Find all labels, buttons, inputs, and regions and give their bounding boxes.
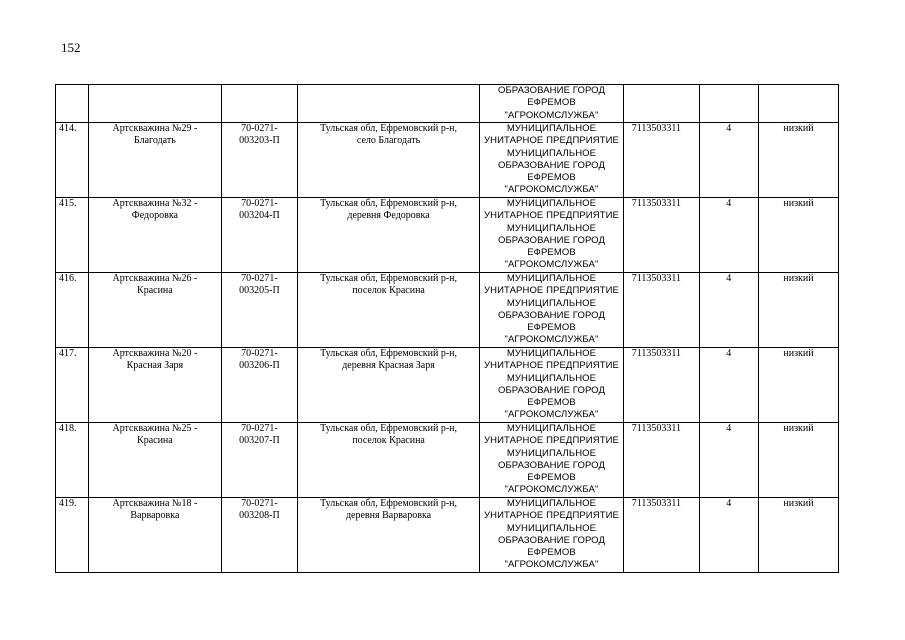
cell-name	[88, 198, 221, 273]
owner-line: ОБРАЗОВАНИЕ ГОРОД	[497, 459, 605, 471]
cell-inn: 7113503311	[623, 348, 699, 423]
owner-line: УНИТАРНОЕ ПРЕДПРИЯТИЕ	[484, 510, 619, 522]
cell-code	[222, 123, 298, 198]
address-line: Тульская обл, Ефремовский р-н,	[320, 273, 457, 284]
cell-category	[699, 85, 758, 123]
cell-address	[297, 348, 479, 423]
cell-category: 4	[699, 198, 758, 273]
address-line: Тульская обл, Ефремовский р-н,	[320, 198, 457, 209]
address-line: деревня Федоровка	[347, 210, 430, 222]
registry-table-body	[56, 85, 839, 573]
owner-line: МУНИЦИПАЛЬНОЕ	[506, 123, 597, 134]
owner-line: "АГРОКОМСЛУЖБА"	[504, 109, 599, 121]
cell-risk: низкий	[758, 348, 838, 423]
name-line: Красина	[137, 435, 173, 447]
owner-line: "АГРОКОМСЛУЖБА"	[504, 484, 599, 496]
owner-line: ЕФРЕМОВ	[527, 547, 576, 559]
owner-line: ЕФРЕМОВ	[527, 172, 576, 184]
address-line: Тульская обл, Ефремовский р-н,	[320, 423, 457, 434]
name-line: Артскважина №26 -	[112, 273, 198, 284]
cell-risk: низкий	[758, 198, 838, 273]
code-line: 003205-П	[239, 285, 280, 297]
cell-address	[297, 423, 479, 498]
cell-num: 415.	[56, 198, 89, 273]
owner-line: ЕФРЕМОВ	[527, 97, 576, 109]
cell-category: 4	[699, 348, 758, 423]
cell-category: 4	[699, 498, 758, 573]
table-row	[56, 273, 839, 348]
cell-code	[222, 423, 298, 498]
owner-line: МУНИЦИПАЛЬНОЕ	[506, 372, 597, 384]
code-line: 003207-П	[239, 435, 280, 447]
code-line: 003204-П	[239, 210, 280, 222]
code-line: 70-0271-	[241, 198, 278, 209]
cell-risk: низкий	[758, 123, 838, 198]
cell-address	[297, 273, 479, 348]
address-line: поселок Красина	[352, 435, 425, 447]
owner-line: "АГРОКОМСЛУЖБА"	[504, 184, 599, 196]
owner-line: МУНИЦИПАЛЬНОЕ	[506, 222, 597, 234]
owner-line: МУНИЦИПАЛЬНОЕ	[506, 273, 597, 284]
owner-line: МУНИЦИПАЛЬНОЕ	[506, 297, 597, 309]
cell-code	[222, 273, 298, 348]
cell-address	[297, 85, 479, 123]
owner-line: ЕФРЕМОВ	[527, 322, 576, 334]
table-row	[56, 198, 839, 273]
cell-owner	[480, 198, 623, 273]
code-line: 70-0271-	[241, 348, 278, 359]
address-line: деревня Варваровка	[345, 510, 432, 522]
name-line: Варваровка	[130, 510, 180, 522]
owner-line: УНИТАРНОЕ ПРЕДПРИЯТИЕ	[484, 360, 619, 372]
cell-num: 416.	[56, 273, 89, 348]
continued-row	[56, 85, 839, 123]
cell-name	[88, 85, 221, 123]
owner-line: ЕФРЕМОВ	[527, 247, 576, 259]
cell-num	[56, 85, 89, 123]
cell-code	[222, 348, 298, 423]
cell-category: 4	[699, 123, 758, 198]
address-line: поселок Красина	[352, 285, 425, 297]
address-line: село Благодать	[356, 135, 421, 147]
code-line: 70-0271-	[241, 273, 278, 284]
owner-line: МУНИЦИПАЛЬНОЕ	[506, 522, 597, 534]
cell-name	[88, 273, 221, 348]
name-line: Благодать	[133, 135, 176, 147]
owner-line: МУНИЦИПАЛЬНОЕ	[506, 423, 597, 434]
owner-line: ОБРАЗОВАНИЕ ГОРОД	[497, 534, 605, 546]
cell-code	[222, 498, 298, 573]
owner-line: ЕФРЕМОВ	[527, 397, 576, 409]
owner-line: МУНИЦИПАЛЬНОЕ	[506, 447, 597, 459]
name-line: Артскважина №20 -	[112, 348, 198, 359]
cell-risk	[758, 85, 838, 123]
cell-inn	[623, 85, 699, 123]
name-line: Красина	[137, 285, 173, 297]
name-line: Артскважина №32 -	[112, 198, 198, 209]
code-line: 003208-П	[239, 510, 280, 522]
table-row	[56, 423, 839, 498]
table-row	[56, 348, 839, 423]
cell-name	[88, 348, 221, 423]
name-line: Артскважина №29 -	[112, 123, 198, 134]
cell-code	[222, 85, 298, 123]
name-line: Артскважина №18 -	[112, 498, 198, 509]
cell-owner	[480, 423, 623, 498]
name-line: Федоровка	[131, 210, 178, 222]
cell-inn: 7113503311	[623, 273, 699, 348]
address-line: Тульская обл, Ефремовский р-н,	[320, 123, 457, 134]
owner-line: "АГРОКОМСЛУЖБА"	[504, 559, 599, 571]
cell-inn: 7113503311	[623, 123, 699, 198]
owner-line: УНИТАРНОЕ ПРЕДПРИЯТИЕ	[484, 435, 619, 447]
cell-name	[88, 123, 221, 198]
cell-owner	[480, 273, 623, 348]
cell-inn: 7113503311	[623, 198, 699, 273]
owner-line: "АГРОКОМСЛУЖБА"	[504, 409, 599, 421]
owner-line: ОБРАЗОВАНИЕ ГОРОД	[497, 384, 605, 396]
cell-inn: 7113503311	[623, 423, 699, 498]
code-line: 003206-П	[239, 360, 280, 372]
owner-line: ОБРАЗОВАНИЕ ГОРОД	[497, 234, 605, 246]
owner-line: "АГРОКОМСЛУЖБА"	[504, 259, 599, 271]
name-line: Артскважина №25 -	[112, 423, 198, 434]
cell-address	[297, 123, 479, 198]
owner-line: МУНИЦИПАЛЬНОЕ	[506, 198, 597, 209]
registry-table	[55, 84, 839, 573]
code-line: 70-0271-	[241, 423, 278, 434]
owner-line: "АГРОКОМСЛУЖБА"	[504, 334, 599, 346]
cell-code	[222, 198, 298, 273]
owner-line: УНИТАРНОЕ ПРЕДПРИЯТИЕ	[484, 210, 619, 222]
cell-category: 4	[699, 273, 758, 348]
owner-line: УНИТАРНОЕ ПРЕДПРИЯТИЕ	[484, 135, 619, 147]
cell-owner	[480, 85, 623, 123]
address-line: деревня Красная Заря	[342, 360, 435, 372]
cell-risk: низкий	[758, 423, 838, 498]
owner-line: МУНИЦИПАЛЬНОЕ	[506, 348, 597, 359]
cell-num: 419.	[56, 498, 89, 573]
owner-line: ОБРАЗОВАНИЕ ГОРОД	[497, 159, 605, 171]
table-row	[56, 498, 839, 573]
page-number: 152	[61, 40, 81, 55]
cell-num: 414.	[56, 123, 89, 198]
owner-line: УНИТАРНОЕ ПРЕДПРИЯТИЕ	[484, 285, 619, 297]
code-line: 70-0271-	[241, 498, 278, 509]
cell-name	[88, 423, 221, 498]
owner-line: ОБРАЗОВАНИЕ ГОРОД	[497, 309, 605, 321]
name-line: Красная Заря	[126, 360, 184, 372]
cell-address	[297, 198, 479, 273]
cell-risk: низкий	[758, 273, 838, 348]
owner-line: МУНИЦИПАЛЬНОЕ	[506, 147, 597, 159]
cell-num: 417.	[56, 348, 89, 423]
cell-name	[88, 498, 221, 573]
code-line: 70-0271-	[241, 123, 278, 134]
address-line: Тульская обл, Ефремовский р-н,	[320, 348, 457, 359]
table-row	[56, 123, 839, 198]
cell-address	[297, 498, 479, 573]
owner-line: МУНИЦИПАЛЬНОЕ	[506, 498, 597, 509]
cell-num: 418.	[56, 423, 89, 498]
cell-risk: низкий	[758, 498, 838, 573]
code-line: 003203-П	[239, 135, 280, 147]
cell-owner	[480, 123, 623, 198]
owner-line: ОБРАЗОВАНИЕ ГОРОД	[497, 85, 605, 96]
address-line: Тульская обл, Ефремовский р-н,	[320, 498, 457, 509]
cell-owner	[480, 498, 623, 573]
cell-owner	[480, 348, 623, 423]
owner-line: ЕФРЕМОВ	[527, 472, 576, 484]
cell-category: 4	[699, 423, 758, 498]
cell-inn: 7113503311	[623, 498, 699, 573]
